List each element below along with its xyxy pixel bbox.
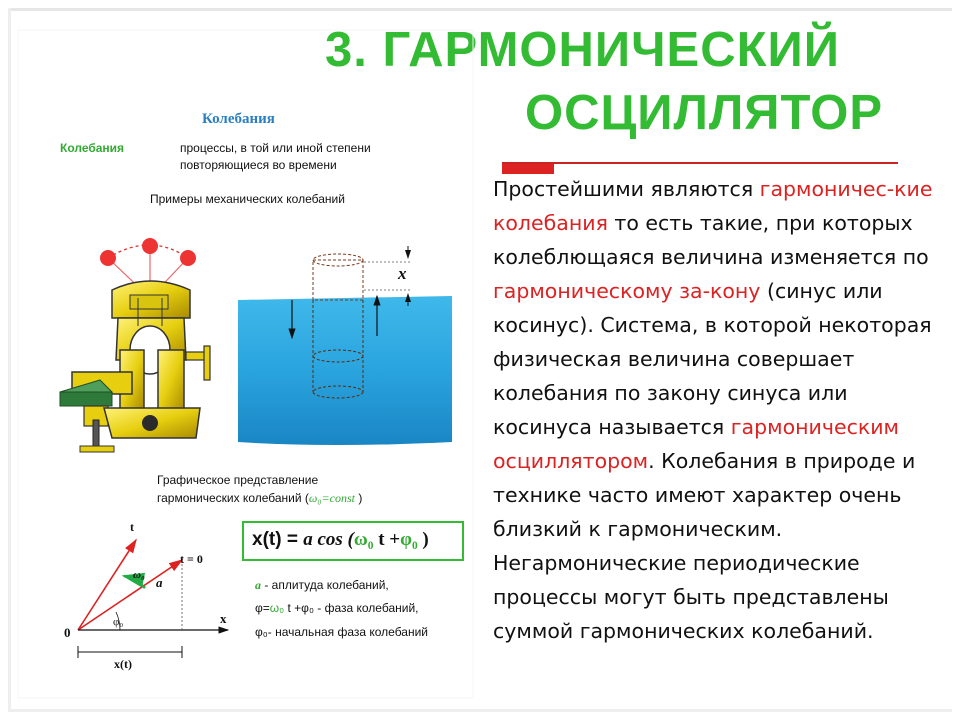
definition-term: Колебания [60,141,125,155]
legend-phase-omega: ω₀ [269,601,285,615]
t-zero-label: t = 0 [180,552,203,566]
slide-title-line1: 3. ГАРМОНИЧЕСКИЙ [325,23,840,77]
legend-phi0-symbol: φ₀ [255,625,268,639]
formula-mid: t + [373,529,401,550]
formula-end: ) [417,529,429,550]
formula-lhs: x(t) = [252,529,304,550]
body-text-seg1: Простейшими являются [493,177,760,201]
oscillation-formula [242,521,464,561]
legend-amplitude [255,578,389,593]
water-float-graphic [238,246,452,445]
legend-phase-lhs: φ= [255,601,270,615]
legend-phase-rest: t +φ₀ - фаза колебаний, [284,601,419,615]
figure-title: Колебания [202,111,275,127]
origin-label: 0 [64,625,71,640]
body-highlight-harmonic-law: гармоническому за-кону [493,279,761,303]
legend-a-text: - аплитуда колебаний, [261,578,389,592]
graph-caption-line2: гармонических колебаний ( [157,491,309,505]
body-text-seg7: . Колебания в природе и технике часто имеют характер очень близкий к гармоническим. Негармонические периодические процессы могут быть представлены суммой гармонических колебаний. [493,449,916,643]
water-displacement-label: x [398,264,407,283]
graph-caption-const: ω₀=const [308,491,355,505]
body-highlight-harmonic-oscillations: гармоничес-кие колебания [493,177,933,235]
vector-a-label: a [156,575,163,590]
examples-caption: Примеры механических колебаний [150,192,345,206]
vector-diagram [78,540,228,658]
body-text-seg3: то есть такие, при которых колеблющаяся величина изменяется по [493,211,929,269]
definition-text: процессы, в той или иной степени повторяющиеся во времени [180,141,371,172]
graph-caption-end: ) [354,491,363,505]
formula-acos: a cos ( [303,529,354,550]
body-text-seg5: (синус или косинус). Система, в которой некоторая физическая величина совершает колебания по закону синуса или косинуса называется [493,279,932,439]
legend-phi0-text: - начальная фаза колебаний [267,625,429,639]
phi-angle-label: φ₀ [113,616,124,628]
axis-x-label: x [220,611,227,626]
omega-label: ω₀ [133,569,145,581]
vise-graphic [60,281,210,452]
axis-t-label: t [130,520,134,534]
x-of-t-label: x(t) [114,657,132,671]
legend-phase [255,601,419,615]
legend-initial-phase [255,625,428,639]
slide-title-line2: ОСЦИЛЛЯТОР [525,86,884,140]
graph-caption-line1: Графическое представление [157,473,319,487]
formula-phi: φ₀ [400,529,418,550]
graph-caption [157,471,407,507]
legend-a-symbol: a [255,578,261,592]
body-highlight-harmonic-oscillator: гармоническим осциллятором [493,415,900,473]
formula-omega: ω₀ [353,529,374,550]
